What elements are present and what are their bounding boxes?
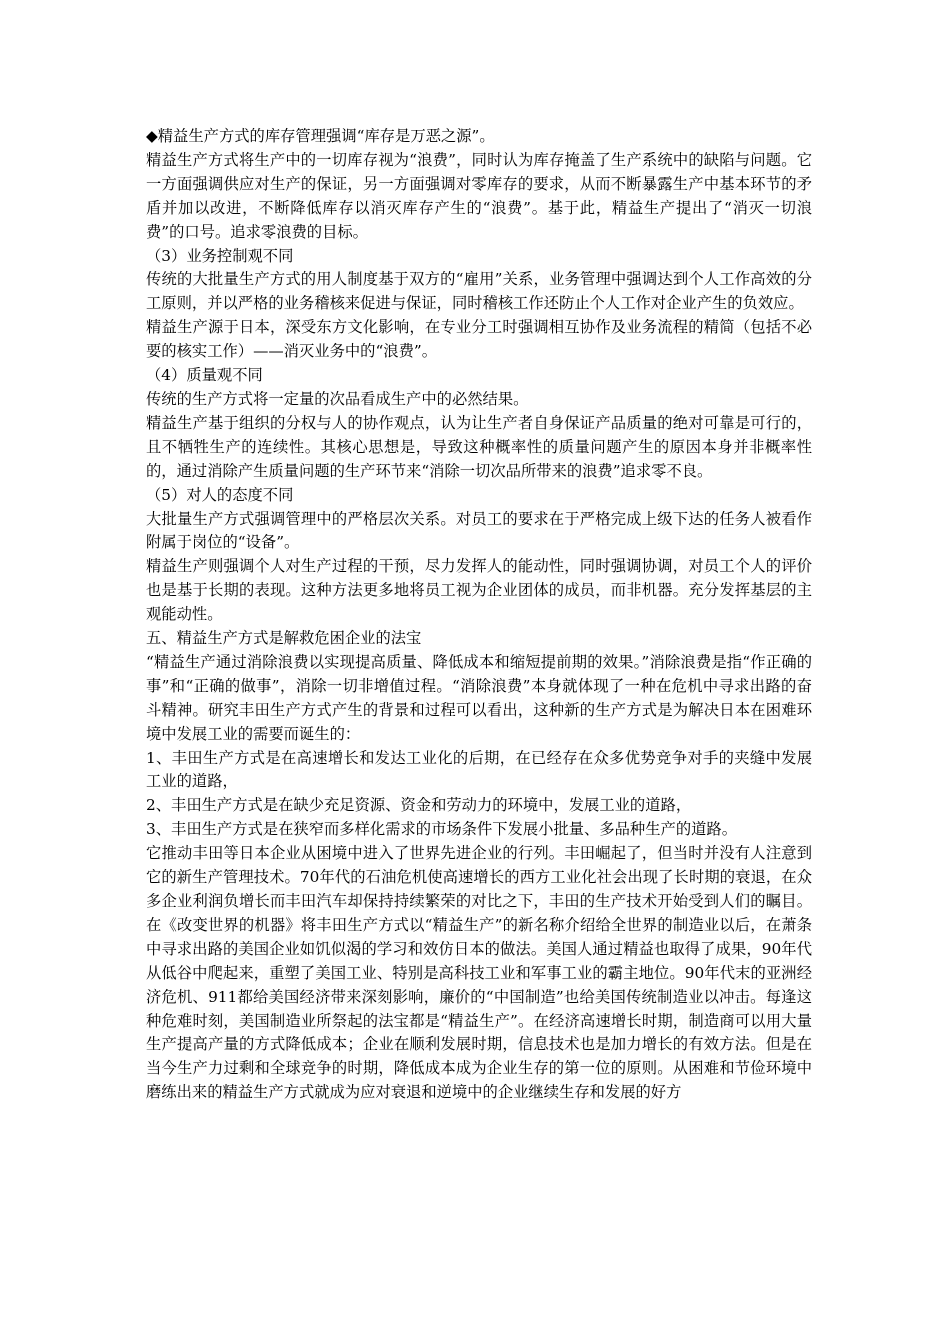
list-item-2: 2、丰田生产方式是在缺少充足资源、资金和劳动力的环境中，发展工业的道路， [146,796,692,815]
document-page [146,125,812,1105]
paragraph-section-3-heading: （3）业务控制观不同 [146,246,294,265]
paragraph-traditional-quality: 传统的生产方式将一定量的次品看成生产中的必然结果。 [146,389,529,408]
list-item-1: 1、丰田生产方式是在高速增长和发达工业化的后期，在已经存在众多优势竞争对手的夹缝中发展工业的道路， [146,748,812,791]
paragraph-lean-japan: 精益生产源于日本，深受东方文化影响，在专业分工时强调相互协作及业务流程的精简（包括不必要的核实工作）——消灭业务中的“浪费”。 [146,318,812,361]
paragraph-section-5-heading: （5）对人的态度不同 [146,485,294,504]
paragraph-section-4-heading: （4）质量观不同 [146,366,263,385]
paragraph-inventory-heading: ◆精益生产方式的库存管理强调“库存是万恶之源”。 [146,127,495,145]
paragraph-chapter-5-heading: 五、精益生产方式是解救危困企业的法宝 [146,629,422,648]
paragraph-toyota-rise: 它推动丰田等日本企业从困境中进入了世界先进企业的行列。丰田崛起了，但当时并没有人注意到它的新生产管理技术。70年代的石油危机使高速增长的西方工业化社会出现了长时期的衰退，在众多企业利润负增长而丰田汽车却保持持续繁荣的对比之下，丰田的生产技术开始受到人们的瞩目。在《改变世界的机器》将丰田生产方式以“精益生产”的新名称介绍给全世界的制造业以后，在萧条中寻求出路的美国企业如饥似渴的学习和效仿日本的做法。美国人通过精益也取得了成果，90年代从低谷中爬起来，重塑了美国工业、特别是高科技工业和军事工业的霸主地位。90年代末的亚洲经济危机、911都给美国经济带来深刻影响，廉价的“中国制造”也给美国传统制造业以冲击。每逢这种危难时刻，美国制造业所祭起的法宝都是“精益生产”。在经济高速增长时期，制造商可以用大量生产提高产量的方式降低成本；企业在顺利发展时期，信息技术也是加力增长的有效方法。但是在当今生产力过剩和全球竞争的时期，降低成本成为企业生存的第一位的原则。从困难和节俭环境中磨练出来的精益生产方式就成为应对衰退和逆境中的企业继续生存和发展的好方 [146,844,812,1102]
paragraph-lean-people: 精益生产则强调个人对生产过程的干预，尽力发挥人的能动性，同时强调协调，对员工个人的评价也是基于长期的表现。这种方法更多地将员工视为企业团体的成员，而非机器。充分发挥基层的主观能动性。 [146,557,812,624]
paragraph-inventory-body: 精益生产方式将生产中的一切库存视为“浪费”，同时认为库存掩盖了生产系统中的缺陷与问题。它一方面强调供应对生产的保证，另一方面强调对零库存的要求，从而不断暴露生产中基本环节的矛盾并加以改进，不断降低库存以消灭库存产生的“浪费”。基于此，精益生产提出了“消灭一切浪费”的口号。追求零浪费的目标。 [146,150,812,241]
paragraph-mass-production-hierarchy: 大批量生产方式强调管理中的严格层次关系。对员工的要求在于严格完成上级下达的任务人被看作附属于岗位的“设备”。 [146,509,812,552]
list-item-3: 3、丰田生产方式是在狭窄而多样化需求的市场条件下发展小批量、多品种生产的道路。 [146,820,738,839]
paragraph-eliminate-waste: “精益生产通过消除浪费以实现提高质量、降低成本和缩短提前期的效果。”消除浪费是指“作正确的事”和“正确的做事”，消除一切非增值过程。“消除浪费”本身就体现了一种在危机中寻求出路的奋斗精神。研究丰田生产方式产生的背景和过程可以看出，这种新的生产方式是为解决日本在困难环境中发展工业的需要而诞生的： [146,652,812,743]
paragraph-lean-quality: 精益生产基于组织的分权与人的协作观点，认为让生产者自身保证产品质量的绝对可靠是可行的，且不牺牲生产的连续性。其核心思想是，导致这种概率性的质量问题产生的原因本身并非概率性的，通过消除产生质量问题的生产环节来“消除一切次品所带来的浪费”追求零不良。 [146,413,812,480]
paragraph-traditional-employment: 传统的大批量生产方式的用人制度基于双方的“雇用”关系，业务管理中强调达到个人工作高效的分工原则，并以严格的业务稽核来促进与保证，同时稽核工作还防止个人工作对企业产生的负效应。 [146,270,812,313]
